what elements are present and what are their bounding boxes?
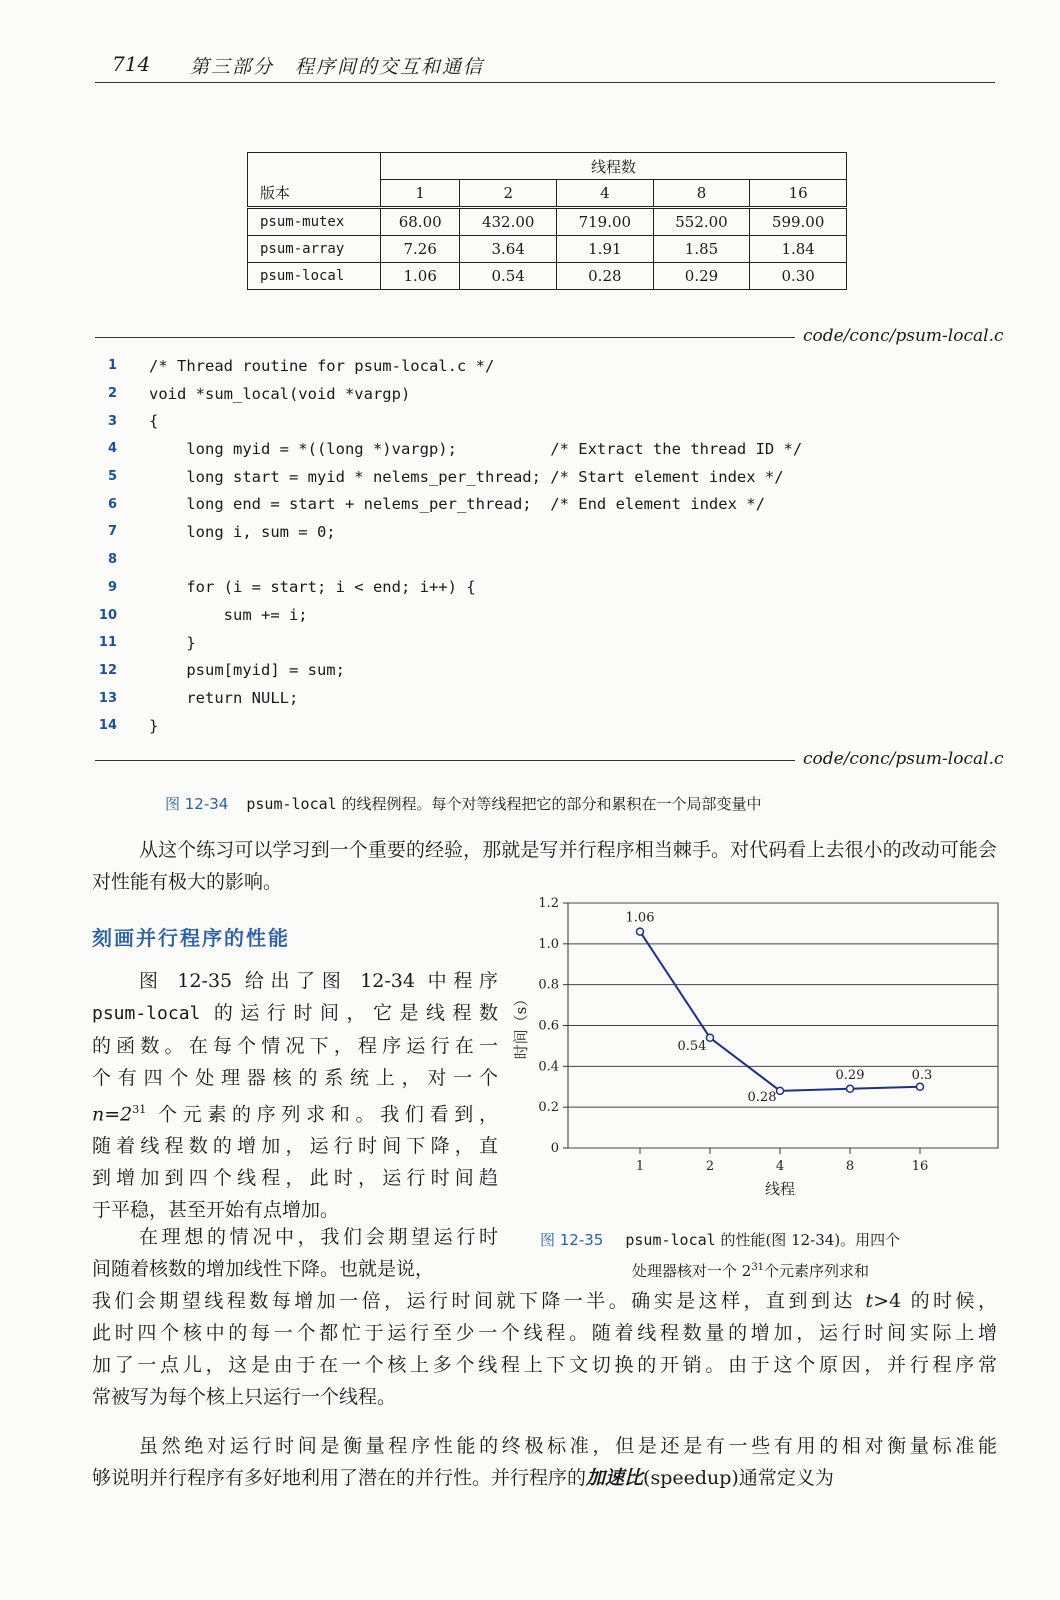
paragraph-speedup — [92, 1430, 997, 1494]
code-line — [95, 629, 975, 657]
table-cell: 3.64 — [460, 236, 557, 263]
table-cell: 0.54 — [460, 263, 557, 290]
table-row — [248, 208, 847, 236]
data-label: 1.06 — [625, 910, 655, 926]
para-line: 加了一点儿，这是由于在一个核上多个线程上下文切换的开销。由于这个原因，并行程序常 — [92, 1354, 997, 1376]
thread-count-cell: 1 — [381, 180, 460, 208]
line-number: 1 — [107, 358, 117, 374]
x-tick-label: 2 — [705, 1159, 715, 1174]
code-text: } — [149, 716, 159, 735]
header-rule — [95, 82, 995, 83]
n-exponent: 31 — [132, 1103, 147, 1116]
code-top-rule — [95, 337, 795, 338]
chart-grid — [563, 903, 998, 1154]
caption-text: 的线程例程。每个对等线程把它的部分和累积在一个局部变量中 — [341, 795, 762, 813]
table-cell: 0.30 — [750, 263, 847, 290]
caption-code-name: psum-local — [246, 795, 337, 813]
table-cell: 0.29 — [653, 263, 750, 290]
y-tick-label: 0.6 — [538, 1018, 559, 1034]
running-head: 第三部分 程序间的交互和通信 — [190, 56, 485, 78]
y-tick-label: 1.2 — [538, 896, 559, 911]
code-text: long start = myid * nelems_per_thread; /* Start element index */ — [149, 467, 784, 486]
paragraph-ideal-col — [92, 1221, 498, 1285]
data-point — [777, 1087, 784, 1094]
inline-code: psum-local — [92, 1003, 201, 1024]
code-line — [95, 463, 975, 491]
para-line: 常被写为每个核上只运行一个线程。 — [92, 1386, 397, 1408]
table-cell: 1.06 — [381, 263, 460, 290]
thread-count-cell: 16 — [750, 180, 847, 208]
para-line: 在理想的情况中，我们会期望运行时 — [139, 1226, 498, 1248]
table-header-row — [248, 153, 847, 180]
page-number: 714 — [112, 52, 151, 76]
line-number: 14 — [98, 718, 117, 734]
y-tick-labels — [538, 896, 559, 1156]
line-number: 5 — [107, 469, 117, 485]
code-line — [95, 352, 975, 380]
code-text: long myid = *((long *)vargp); /* Extract the thread ID */ — [149, 439, 803, 458]
data-label: 0.28 — [747, 1089, 777, 1105]
line-number: 11 — [98, 635, 117, 651]
para-line: 于平稳，甚至开始有点增加。 — [92, 1199, 340, 1222]
para-line: psum-local 的运行时间，它是线程数 — [92, 1002, 498, 1024]
table-cell: 68.00 — [381, 208, 460, 236]
figure-12-34-caption — [165, 793, 761, 814]
code-text: psum[myid] = sum; — [149, 661, 345, 680]
para-line: 的函数。在每个情况下，程序运行在一 — [92, 1035, 498, 1057]
table-corner-cell — [248, 153, 381, 180]
data-point — [847, 1085, 854, 1092]
para-line: 间随着核数的增加线性下降。也就是说， — [92, 1258, 435, 1280]
code-line — [95, 380, 975, 408]
runtime-chart — [510, 895, 1010, 1215]
line-number: 9 — [107, 579, 117, 595]
thread-count-cell: 2 — [460, 180, 557, 208]
paragraph-lesson: 从这个练习可以学习到一个重要的经验，那就是写并行程序相当棘手。对代码看上去很小的改动可能会对性能有极大的影响。 — [92, 839, 997, 893]
code-line — [95, 684, 975, 712]
code-file-label-top: code/conc/psum-local.c — [803, 326, 1004, 346]
performance-table — [247, 152, 847, 290]
line-number: 6 — [107, 496, 117, 512]
table-cell: 432.00 — [460, 208, 557, 236]
t-variable: t — [865, 1290, 874, 1312]
code-line — [95, 407, 975, 435]
x-tick-label: 4 — [775, 1159, 785, 1174]
version-header: 版本 — [248, 180, 381, 208]
caption-line-2: 处理器核对一个 $2^{31}$个元素序列求和 — [632, 1262, 870, 1280]
code-line — [95, 574, 975, 602]
table-cell: 0.28 — [557, 263, 654, 290]
y-tick-label: 0.4 — [538, 1059, 559, 1075]
line-number: 7 — [107, 524, 117, 540]
table-cell: 7.26 — [381, 236, 460, 263]
table-thread-row — [248, 180, 847, 208]
threads-header: 线程数 — [381, 153, 847, 180]
para-line: 随着线程数的增加，运行时间下降，直 — [92, 1135, 498, 1158]
line-number: 3 — [107, 413, 117, 429]
code-text: } — [149, 633, 196, 652]
caption-text: 的性能(图 12-34)。用四个 — [720, 1231, 901, 1249]
data-label: 0.54 — [677, 1038, 707, 1054]
y-tick-label: 1.0 — [538, 936, 559, 952]
thread-count-cell: 4 — [557, 180, 654, 208]
para-line: $n=2^{31}$ 个元素的序列求和。我们看到， — [92, 1103, 498, 1126]
table-cell: 1.85 — [653, 236, 750, 263]
x-tick-labels — [636, 1159, 928, 1174]
x-axis-label: 线程 — [764, 1180, 796, 1198]
code-bottom-rule — [95, 760, 795, 761]
para-line: 够说明并行程序有多好地利用了潜在的并行性。并行程序的加速比(speedup)通常定义为 — [92, 1467, 834, 1489]
speedup-term: 加速比 — [586, 1467, 644, 1489]
code-text: sum += i; — [149, 606, 308, 625]
data-point — [637, 928, 644, 935]
figure-label: 图 12-34 — [165, 795, 229, 813]
version-name: psum-local — [248, 263, 381, 290]
table-cell: 1.91 — [557, 236, 654, 263]
y-tick-label: 0 — [550, 1141, 559, 1156]
table-row — [248, 263, 847, 290]
n-expression: n=2 — [92, 1103, 133, 1126]
data-label: 0.29 — [835, 1067, 865, 1083]
table-cell: 1.84 — [750, 236, 847, 263]
code-text: long i, sum = 0; — [149, 522, 336, 541]
version-name: psum-mutex — [248, 208, 381, 236]
code-listing — [95, 352, 975, 740]
line-number: 2 — [107, 386, 117, 402]
version-name: psum-array — [248, 236, 381, 263]
paragraph-performance — [92, 965, 498, 1226]
para-line: 我们会期望线程数每增加一倍，运行时间就下降一半。确实是这样，直到到达 t>4 的时候， — [92, 1290, 997, 1312]
para-line: 个有四个处理器核的系统上，对一个 — [92, 1067, 498, 1089]
data-point — [917, 1083, 924, 1090]
para-line: 虽然绝对运行时间是衡量程序性能的终极标准，但是还是有一些有用的相对衡量标准能 — [139, 1435, 997, 1457]
line-number: 12 — [98, 662, 117, 678]
code-text: void *sum_local(void *vargp) — [149, 384, 411, 403]
y-axis-label: 时间（s） — [512, 991, 530, 1060]
series-line — [640, 932, 920, 1091]
line-number: 13 — [98, 690, 117, 706]
code-text: { — [149, 412, 159, 431]
line-number: 4 — [107, 441, 117, 457]
code-file-label-bottom: code/conc/psum-local.c — [803, 749, 1004, 769]
x-tick-label: 8 — [845, 1159, 855, 1174]
code-text: long end = start + nelems_per_thread; /* End element index */ — [149, 495, 765, 514]
caption-code-name: psum-local — [625, 1231, 716, 1249]
table-cell: 552.00 — [653, 208, 750, 236]
y-tick-label: 0.2 — [538, 1100, 559, 1116]
data-point — [707, 1034, 714, 1041]
code-line — [95, 657, 975, 685]
table-cell: 719.00 — [557, 208, 654, 236]
figure-label: 图 12-35 — [540, 1231, 604, 1249]
code-line — [95, 435, 975, 463]
code-line — [95, 490, 975, 518]
para-line: 此时四个核中的每一个都忙于运行至少一个线程。随着线程数量的增加，运行时间实际上增 — [92, 1322, 997, 1344]
x-tick-label: 16 — [911, 1159, 929, 1174]
para-line: 图 12-35 给出了图 12-34 中程序 — [139, 970, 498, 992]
code-text: return NULL; — [149, 689, 299, 708]
table-row — [248, 236, 847, 263]
table-cell: 599.00 — [750, 208, 847, 236]
y-tick-label: 0.8 — [538, 977, 559, 993]
line-number: 10 — [98, 607, 117, 623]
figure-12-35-caption — [540, 1226, 990, 1285]
data-labels — [626, 911, 933, 1105]
thread-count-cell: 8 — [653, 180, 750, 208]
line-number: 8 — [107, 552, 117, 568]
code-line — [95, 601, 975, 629]
para-line: 到增加到四个线程，此时，运行时间趋 — [92, 1167, 498, 1190]
paragraph-ideal-full — [92, 1285, 997, 1413]
data-points — [637, 928, 924, 1094]
data-label: 0.3 — [911, 1067, 933, 1083]
x-tick-label: 1 — [635, 1159, 645, 1174]
code-text: /* Thread routine for psum-local.c */ — [149, 356, 495, 375]
code-line — [95, 546, 975, 574]
code-line — [95, 518, 975, 546]
section-heading: 刻画并行程序的性能 — [92, 926, 290, 950]
code-line — [95, 712, 975, 740]
code-text: for (i = start; i < end; i++) { — [149, 578, 476, 597]
